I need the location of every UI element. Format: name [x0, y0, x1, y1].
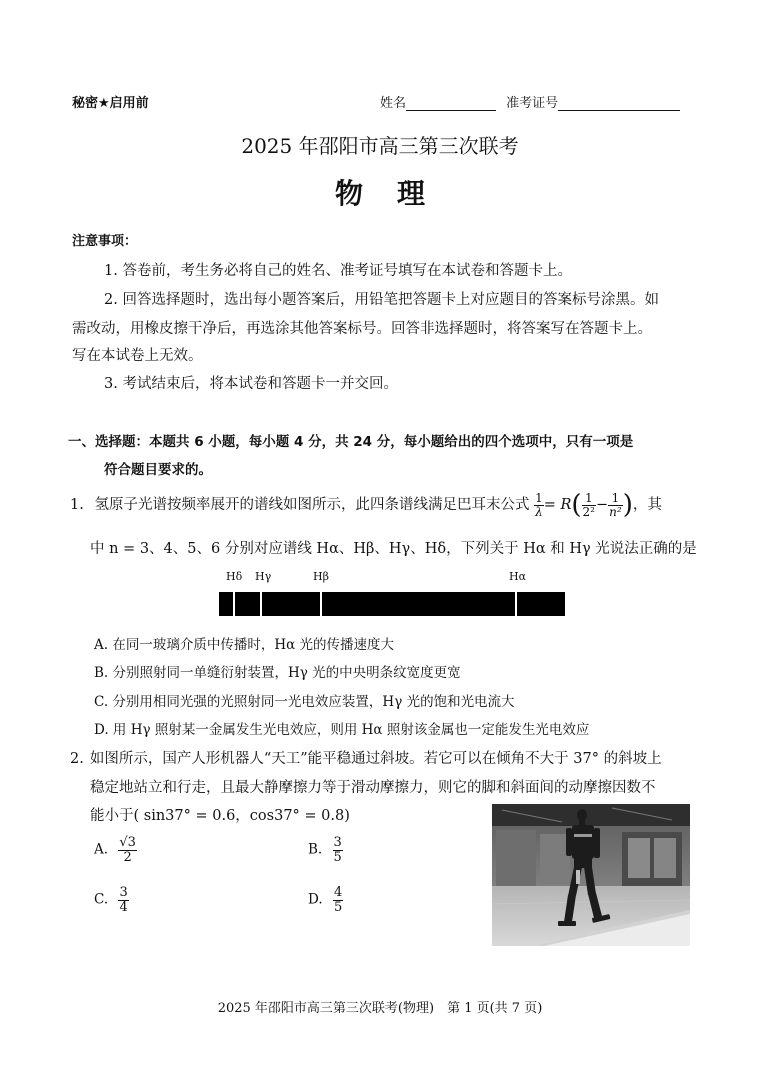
q2-option-a-num: √3 — [119, 835, 136, 850]
formula-f1-num: 1 — [582, 492, 596, 506]
q1-line-1 — [70, 490, 662, 520]
q1-number: 1. — [70, 497, 84, 513]
formula-f2-num: 1 — [608, 492, 623, 506]
id-label: 准考证号 — [506, 96, 559, 111]
q1-option-a: A. 在同一玻璃介质中传播时，Hα 光的传播速度大 — [94, 637, 395, 653]
spectral-line-h-beta — [320, 592, 322, 616]
section-heading-line-2: 符合题目要求的。 — [104, 462, 212, 478]
spectrum-label-h-alpha: Hα — [509, 570, 527, 583]
q2-option-c-frac — [118, 886, 128, 914]
q2-line-1 — [70, 747, 662, 768]
q2-option-c — [94, 886, 129, 914]
q1-line-2: 中 n = 3、4、5、6 分别对应谱线 Hα、Hβ、Hγ、Hδ，下列关于 Hα 和 Hγ 光说法正确的是 — [90, 541, 697, 557]
formula-lhs-num: 1 — [535, 490, 543, 505]
q2-option-a — [94, 836, 137, 864]
page-footer: 2025 年邵阳市高三第三次联考(物理) 第 1 页(共 7 页) — [217, 1001, 543, 1016]
formula-eq: = R — [543, 497, 572, 513]
formula-f2-den: n² — [609, 504, 622, 519]
q2-option-a-label: A. — [94, 841, 109, 858]
notes-heading: 注意事项： — [72, 234, 138, 249]
q1-option-c: C. 分别用相同光强的光照射同一光电效应装置，Hγ 光的饱和光电流大 — [94, 694, 515, 710]
spectral-line-h-alpha — [515, 592, 517, 616]
q2-line-2: 稳定地站立和行走，且最大静摩擦力等于滑动摩擦力，则它的脚和斜面间的动摩擦因数不 — [90, 780, 656, 796]
formula-minus: − — [596, 497, 609, 513]
formula-f1-den: 2² — [582, 504, 595, 519]
robot-photo — [492, 804, 690, 946]
q2-option-a-frac — [118, 836, 137, 864]
exam-title: 2025 年邵阳市高三第三次联考 — [241, 134, 519, 158]
id-field-line — [558, 96, 680, 111]
q2-option-b-label: B. — [308, 841, 323, 858]
q2-text-1: 如图所示，国产人形机器人“天工”能平稳通过斜坡。若它可以在倾角不大于 37° 的斜坡上 — [89, 751, 662, 767]
q2-number: 2. — [70, 751, 84, 767]
spectrum-label-h-gamma: Hγ — [255, 570, 272, 583]
section-heading-line-1: 一、选择题：本题共 6 小题，每小题 4 分，共 24 分，每小题给出的四个选项中，只有一项是 — [68, 434, 634, 450]
subject-title: 物理 — [334, 177, 459, 210]
q2-option-d-frac — [333, 886, 343, 914]
q2-option-c-label: C. — [94, 891, 109, 908]
q2-option-b — [308, 836, 343, 864]
spectral-line-h-gamma — [260, 592, 262, 616]
q2-option-b-num: 3 — [333, 835, 342, 850]
note-line-2: 2. 回答选择题时，选出每小题答案后，用铅笔把答题卡上对应题目的答案标号涂黑。如 — [104, 292, 659, 308]
q2-option-a-den: 2 — [123, 849, 132, 865]
q2-option-c-num: 3 — [119, 885, 128, 900]
q2-option-d-label: D. — [308, 891, 323, 908]
secret-label: 秘密★启用前 — [72, 96, 149, 111]
formula-paren-open: ( — [571, 490, 582, 520]
formula-f1 — [582, 492, 596, 518]
q1-option-b: B. 分别照射同一单缝衍射装置，Hγ 光的中央明条纹宽度更宽 — [94, 665, 461, 681]
formula-f2 — [608, 492, 623, 518]
q2-option-c-den: 4 — [119, 899, 128, 915]
note-line-3: 需改动，用橡皮擦干净后，再选涂其他答案标号。回答非选择题时，将答案写在答题卡上。 — [72, 321, 652, 337]
note-line-4: 写在本试卷上无效。 — [72, 348, 203, 364]
q1-text-b: ，其 — [632, 497, 662, 513]
spectrum-bar — [219, 592, 565, 616]
name-label: 姓名 — [380, 96, 407, 111]
q2-option-d — [308, 886, 343, 914]
formula-paren-close: ) — [622, 490, 633, 520]
q2-option-d-den: 5 — [333, 899, 343, 915]
note-line-1: 1. 答卷前，考生务必将自己的姓名、准考证号填写在本试卷和答题卡上。 — [104, 263, 572, 279]
formula-lhs — [534, 492, 544, 518]
formula-lhs-den: λ — [535, 504, 543, 519]
name-field-line — [406, 96, 496, 111]
candidate-info — [380, 92, 680, 111]
q2-option-b-den: 5 — [333, 849, 342, 865]
q2-line-3: 能小于( sin37° = 0.6，cos37° = 0.8) — [90, 808, 350, 824]
q2-option-d-num: 4 — [333, 885, 343, 900]
note-line-5: 3. 考试结束后，将本试卷和答题卡一并交回。 — [104, 376, 398, 392]
spectrum-label-h-beta: Hβ — [313, 570, 329, 583]
spectrum-label-h-delta: Hδ — [226, 570, 243, 583]
spectral-line-h-delta — [233, 592, 235, 616]
q1-option-d: D. 用 Hγ 照射某一金属发生光电效应，则用 Hα 照射该金属也一定能发生光电效应 — [94, 722, 590, 738]
q2-option-b-frac — [333, 836, 343, 864]
q1-text-a: 氢原子光谱按频率展开的谱线如图所示，此四条谱线满足巴耳末公式 — [94, 497, 530, 513]
